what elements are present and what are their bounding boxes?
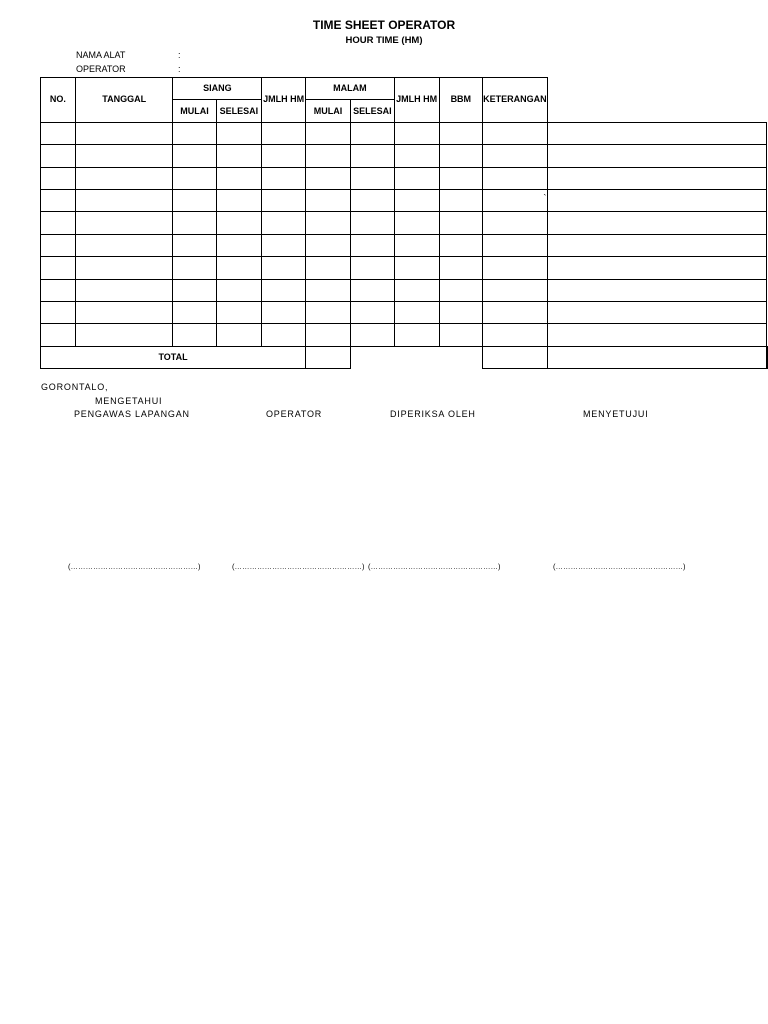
- table-row: [41, 212, 768, 234]
- cell: [262, 189, 306, 211]
- table-row: [41, 234, 768, 256]
- cell: [173, 167, 216, 189]
- cell: [547, 301, 766, 323]
- cell: [439, 279, 483, 301]
- cell: [483, 234, 548, 256]
- cell: [216, 189, 262, 211]
- cell: [306, 234, 351, 256]
- cell: [394, 279, 439, 301]
- cell: [483, 145, 548, 167]
- signature-line-operator: (……………………………………………): [232, 562, 365, 571]
- cell: [351, 257, 395, 279]
- cell: [75, 234, 173, 256]
- cell: [351, 234, 395, 256]
- cell: [351, 167, 395, 189]
- timesheet-table: [40, 77, 768, 369]
- cell: [262, 301, 306, 323]
- cell: [351, 279, 395, 301]
- cell: [216, 212, 262, 234]
- cell: [547, 234, 766, 256]
- table-row: [41, 279, 768, 301]
- cell: [173, 257, 216, 279]
- cell: [216, 167, 262, 189]
- cell: [547, 324, 766, 346]
- header-bbm: BBM: [439, 78, 483, 123]
- cell: [41, 122, 76, 144]
- field-colon-operator: :: [178, 64, 181, 74]
- cell: [75, 324, 173, 346]
- cell: [306, 324, 351, 346]
- cell: [483, 189, 548, 211]
- cell: [439, 257, 483, 279]
- field-colon-nama-alat: :: [178, 50, 181, 60]
- cell: [216, 301, 262, 323]
- cell: [41, 279, 76, 301]
- cell: [41, 145, 76, 167]
- total-keterangan: [767, 346, 768, 368]
- cell: [41, 301, 76, 323]
- header-siang-mulai: MULAI: [173, 100, 216, 122]
- cell: [483, 301, 548, 323]
- table-row: [41, 167, 768, 189]
- signer-role-operator: OPERATOR: [266, 409, 323, 419]
- cell: [75, 145, 173, 167]
- cell: [216, 234, 262, 256]
- cell: [483, 279, 548, 301]
- cell: [483, 212, 548, 234]
- cell: [262, 324, 306, 346]
- cell: [173, 189, 216, 211]
- cell: [41, 189, 76, 211]
- cell: [547, 212, 766, 234]
- cell: [173, 212, 216, 234]
- cell: [306, 145, 351, 167]
- field-label-operator: OPERATOR: [76, 64, 126, 74]
- total-gap: [351, 346, 483, 368]
- cell: [306, 279, 351, 301]
- signer-role-pengawas: PENGAWAS LAPANGAN: [74, 409, 190, 419]
- cell: [262, 122, 306, 144]
- cell: [547, 122, 766, 144]
- cell: [394, 145, 439, 167]
- cell: [439, 324, 483, 346]
- page-subtitle: HOUR TIME (HM): [345, 35, 423, 46]
- cell: [75, 167, 173, 189]
- header-jmlh-hm-siang: JMLH HM: [262, 78, 306, 123]
- cell: [41, 212, 76, 234]
- total-jmlh-hm-siang: [306, 346, 351, 368]
- table-row: [41, 145, 768, 167]
- cell: [394, 301, 439, 323]
- total-row: [41, 346, 768, 368]
- cell: [394, 122, 439, 144]
- cell: [547, 279, 766, 301]
- cell: [351, 301, 395, 323]
- table-row: [41, 301, 768, 323]
- cell: [306, 301, 351, 323]
- header-siang-selesai: SELESAI: [216, 100, 262, 122]
- cell: [262, 145, 306, 167]
- cell: [173, 324, 216, 346]
- cell: [41, 324, 76, 346]
- cell: [262, 279, 306, 301]
- header-jmlh-hm-malam: JMLH HM: [394, 78, 439, 123]
- cell: [394, 189, 439, 211]
- cell: [306, 167, 351, 189]
- cell: [351, 212, 395, 234]
- cell: [75, 189, 173, 211]
- cell: [394, 212, 439, 234]
- cell: [173, 279, 216, 301]
- total-label: TOTAL: [41, 346, 306, 368]
- cell: [351, 324, 395, 346]
- header-tanggal: TANGGAL: [75, 78, 173, 123]
- cell: [262, 234, 306, 256]
- signature-line-menyetujui: (……………………………………………): [553, 562, 686, 571]
- cell: [351, 122, 395, 144]
- cell: [262, 212, 306, 234]
- cell: [41, 234, 76, 256]
- cell: [173, 234, 216, 256]
- cell: [351, 145, 395, 167]
- cell: [306, 257, 351, 279]
- cell: [439, 301, 483, 323]
- header-keterangan: KETERANGAN: [483, 78, 548, 123]
- signature-line-diperiksa: (……………………………………………): [368, 562, 501, 571]
- cell: [439, 122, 483, 144]
- cell: [41, 167, 76, 189]
- cell: [173, 122, 216, 144]
- cell: [75, 257, 173, 279]
- cell: [543, 189, 766, 211]
- total-jmlh-hm-malam: [483, 346, 548, 368]
- cell: [216, 145, 262, 167]
- cell: [173, 145, 216, 167]
- cell: [262, 257, 306, 279]
- cell: [216, 279, 262, 301]
- signer-role-menyetujui: MENYETUJUI: [583, 409, 649, 419]
- header-siang: SIANG: [173, 78, 262, 100]
- table-row: [41, 257, 768, 279]
- page-title: TIME SHEET OPERATOR: [312, 18, 456, 32]
- cell: [394, 234, 439, 256]
- header-row-top: [41, 78, 768, 100]
- cell: [547, 257, 766, 279]
- cell: [216, 122, 262, 144]
- cell: [439, 145, 483, 167]
- cell: [75, 279, 173, 301]
- cell: [75, 122, 173, 144]
- city-date: GORONTALO,: [41, 382, 109, 392]
- cell: [306, 212, 351, 234]
- cell: [306, 122, 351, 144]
- cell: [547, 145, 766, 167]
- cell: [483, 122, 548, 144]
- cell: [439, 212, 483, 234]
- cell: [394, 257, 439, 279]
- mengetahui-label: MENGETAHUI: [95, 396, 163, 406]
- cell: [394, 167, 439, 189]
- cell: [394, 324, 439, 346]
- cell: [173, 301, 216, 323]
- cell: [439, 234, 483, 256]
- header-no: NO.: [41, 78, 76, 123]
- stray-mark: `: [543, 193, 547, 204]
- cell: [41, 257, 76, 279]
- cell: [483, 324, 548, 346]
- header-malam-selesai: SELESAI: [351, 100, 395, 122]
- cell: [306, 189, 351, 211]
- total-bbm: [547, 346, 766, 368]
- cell: [216, 257, 262, 279]
- header-malam-mulai: MULAI: [306, 100, 351, 122]
- signer-role-diperiksa: DIPERIKSA OLEH: [390, 409, 476, 419]
- cell: [439, 167, 483, 189]
- field-label-nama-alat: NAMA ALAT: [76, 50, 126, 60]
- header-malam: MALAM: [306, 78, 395, 100]
- signature-line-pengawas: (……………………………………………): [68, 562, 201, 571]
- cell: [547, 167, 766, 189]
- cell: [75, 212, 173, 234]
- cell: [75, 301, 173, 323]
- cell: [216, 324, 262, 346]
- cell: [262, 167, 306, 189]
- table-row: [41, 324, 768, 346]
- cell: [483, 167, 548, 189]
- table-row: [41, 122, 768, 144]
- cell: [351, 189, 395, 211]
- cell: [439, 189, 483, 211]
- table-row: [41, 189, 768, 211]
- cell: [483, 257, 548, 279]
